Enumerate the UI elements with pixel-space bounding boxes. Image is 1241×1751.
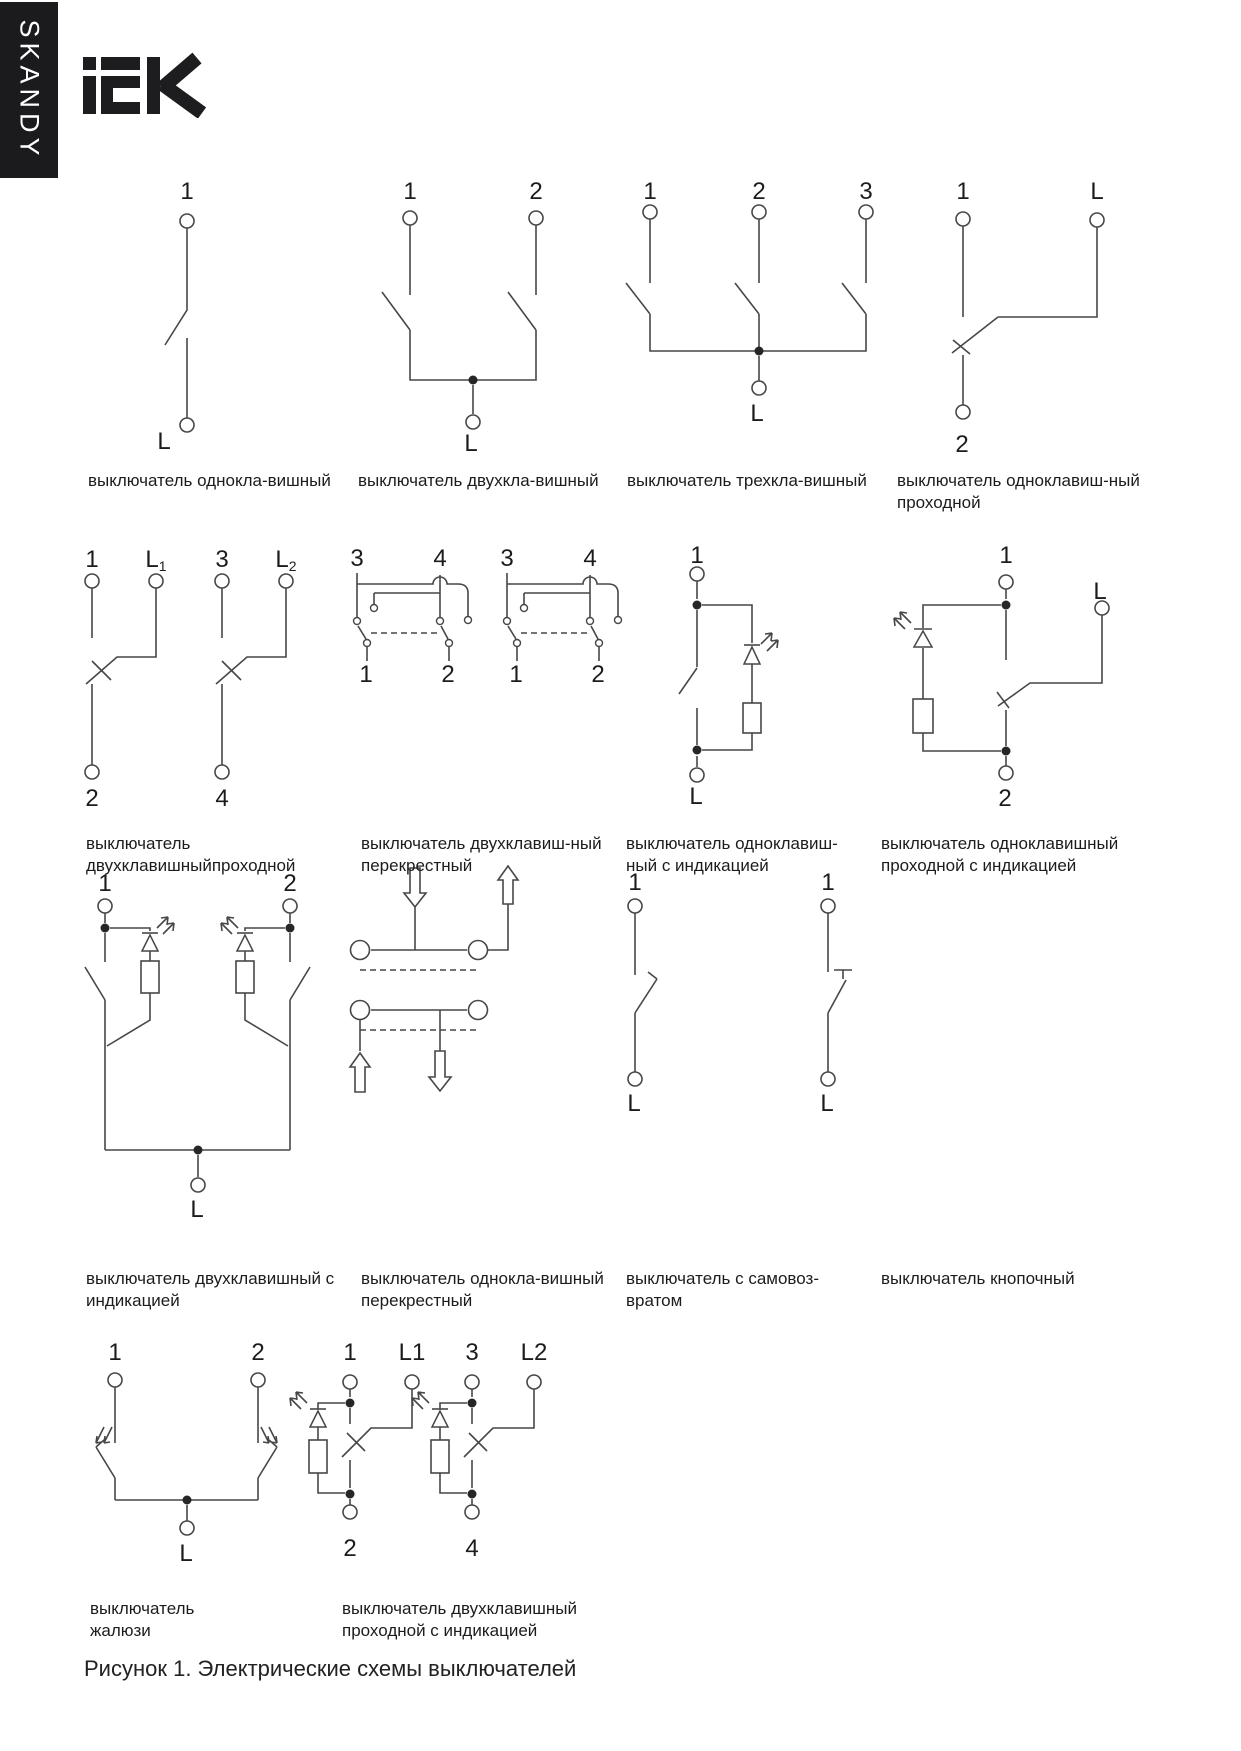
schematic-single-crossover-switch	[350, 866, 518, 1092]
terminal-circle	[690, 768, 704, 782]
terminal-circle	[999, 766, 1013, 780]
wire	[318, 1389, 412, 1505]
junction-dot	[194, 1146, 203, 1155]
terminal-label: 1	[98, 870, 112, 897]
terminal-label: 1	[628, 869, 642, 896]
terminal-label: L	[627, 1090, 641, 1117]
diagram-caption: выключатель одноклавиш- ный с индикацией	[626, 834, 838, 875]
terminal-label: L	[190, 1196, 204, 1223]
contact-circle	[354, 618, 361, 625]
led-triangle-icon	[237, 935, 253, 951]
diagram-caption: выключатель однокла-вишный перекрестный	[361, 1269, 604, 1310]
led-emission-arrows-icon	[157, 917, 174, 934]
contact-circle	[596, 640, 603, 647]
wire	[828, 913, 852, 1072]
terminal-label: 4	[215, 785, 229, 812]
terminal-circle	[821, 1072, 835, 1086]
terminal-label: 3	[859, 178, 873, 205]
terminal-label: 1	[108, 1339, 122, 1366]
terminal-label: L	[689, 783, 703, 810]
contact-circle	[446, 640, 453, 647]
wire	[382, 225, 536, 414]
wire	[626, 219, 866, 381]
series-label: SKANDY	[14, 19, 45, 161]
schematic-push-button-switch	[820, 869, 852, 1117]
terminal-label: L2	[520, 1339, 548, 1366]
figure-caption: Рисунок 1. Электрические схемы выключателей	[84, 1656, 577, 1681]
junction-dot	[183, 1496, 192, 1505]
diagram-caption: выключатель двухклавиш-ный перекрестный	[361, 834, 602, 875]
diagram-caption: выключатель одноклавиш-ный проходной	[897, 471, 1140, 512]
terminal-circle	[527, 1375, 541, 1389]
contact-circle	[514, 640, 521, 647]
terminal-circle	[85, 765, 99, 779]
diagram-caption: выключатель двухклавишный проходной с индикацией	[342, 1599, 577, 1640]
terminal-circle	[98, 899, 112, 913]
diagram-caption: выключатель жалюзи	[90, 1599, 195, 1640]
led-emission-arrows-icon	[290, 1392, 307, 1409]
terminal-label-sub: 1	[158, 558, 167, 574]
contact-circle	[351, 1001, 370, 1020]
wire	[635, 913, 657, 1072]
terminal-circle	[108, 1373, 122, 1387]
schematic-blinds-switch	[96, 1339, 277, 1567]
diagram-caption: выключатель двухклавишный с индикацией	[86, 1269, 335, 1310]
terminal-circle	[403, 211, 417, 225]
contact-circle	[469, 1001, 488, 1020]
wire	[85, 913, 150, 1150]
terminal-circle	[628, 899, 642, 913]
terminal-circle	[149, 574, 163, 588]
wire	[360, 904, 508, 1051]
terminal-label: 1	[643, 178, 657, 205]
terminal-label: 1	[821, 869, 835, 896]
diagram-caption: выключатель с самовоз- вратом	[626, 1269, 819, 1310]
terminal-circle	[752, 381, 766, 395]
junction-dot	[346, 1399, 355, 1408]
terminal-circle	[85, 574, 99, 588]
terminal-circle	[465, 1375, 479, 1389]
contact-circle	[465, 617, 472, 624]
terminal-label-main: L	[275, 546, 289, 573]
terminal-label: L	[1093, 578, 1107, 605]
led-triangle-icon	[432, 1411, 448, 1427]
terminal-circle	[628, 1072, 642, 1086]
schematic-single-switch-with-indicator	[679, 542, 778, 810]
terminal-circle	[999, 575, 1013, 589]
terminal-circle	[465, 1505, 479, 1519]
led-emission-arrows-icon	[412, 1392, 429, 1409]
terminal-circle	[180, 214, 194, 228]
terminal-label	[275, 546, 296, 574]
wire	[952, 226, 1097, 405]
terminal-circle	[215, 574, 229, 588]
terminal-label: 2	[283, 870, 297, 897]
junction-dot	[1002, 601, 1011, 610]
travel-arrows-icon	[96, 1427, 112, 1443]
terminal-label: 1	[999, 542, 1013, 569]
terminal-label: L	[1090, 178, 1104, 205]
wire	[679, 581, 752, 767]
junction-dot	[755, 347, 764, 356]
terminal-circle	[529, 211, 543, 225]
junction-dot	[693, 601, 702, 610]
schematic-single-switch	[157, 178, 194, 455]
terminal-label: L	[179, 1540, 193, 1567]
terminal-label: 2	[529, 178, 543, 205]
resistor	[236, 961, 254, 993]
diagram-caption: выключатель одноклавишный проходной с индикацией	[881, 834, 1119, 875]
travel-arrows-icon	[261, 1427, 277, 1443]
led-emission-arrows-icon	[221, 917, 238, 934]
terminal-label: 1	[359, 661, 373, 688]
terminal-circle	[956, 212, 970, 226]
schematic-two-gang-two-way-with-indicators	[290, 1339, 547, 1562]
schematic-two-gang-switch	[382, 178, 543, 457]
wire	[245, 913, 310, 1150]
terminal-label	[145, 546, 166, 574]
junction-dot	[468, 1399, 477, 1408]
wire	[165, 228, 187, 418]
terminal-circle	[180, 418, 194, 432]
terminal-label: 3	[215, 546, 229, 573]
terminal-label: 4	[465, 1535, 479, 1562]
resistor	[309, 1440, 327, 1473]
schematic-single-two-way-switch	[952, 178, 1104, 458]
contact-circle	[504, 618, 511, 625]
terminal-label: 1	[956, 178, 970, 205]
terminal-label: 2	[85, 785, 99, 812]
diagram-caption: выключатель кнопочный	[881, 1269, 1075, 1288]
junction-dot	[468, 1490, 477, 1499]
terminal-circle	[180, 1521, 194, 1535]
terminal-circle	[191, 1178, 205, 1192]
schematic-two-gang-switch-with-indicators	[85, 870, 310, 1223]
terminal-label: L	[820, 1090, 834, 1117]
led-emission-arrows-icon	[761, 633, 778, 651]
junction-dot	[101, 924, 110, 933]
terminal-label: 2	[591, 661, 605, 688]
contact-circle	[521, 605, 528, 612]
wire	[216, 588, 286, 765]
diagram-caption: выключатель двухклавишныйпроходной	[86, 834, 296, 875]
terminal-label: 2	[752, 178, 766, 205]
schematic-three-gang-switch	[626, 178, 873, 427]
led-triangle-icon	[310, 1411, 326, 1427]
terminal-label-main: L	[145, 546, 159, 573]
terminal-label: 3	[500, 545, 514, 572]
down-arrow-icon	[429, 1051, 451, 1091]
terminal-label: 2	[441, 661, 455, 688]
terminal-label: 4	[583, 545, 597, 572]
terminal-label: 2	[998, 785, 1012, 812]
led-emission-arrows-icon	[894, 612, 911, 629]
diagram-caption: выключатель однокла-вишный	[88, 471, 331, 490]
terminal-label: 3	[465, 1339, 479, 1366]
terminal-label: 1	[403, 178, 417, 205]
terminal-label: 1	[509, 661, 523, 688]
terminal-label: L	[464, 430, 478, 457]
junction-dot	[469, 376, 478, 385]
terminal-label: 2	[343, 1535, 357, 1562]
alternate-position-dashed	[360, 970, 478, 1030]
terminal-circle	[859, 205, 873, 219]
terminal-label: L1	[398, 1339, 426, 1366]
wire	[923, 589, 1102, 766]
junction-dot	[693, 746, 702, 755]
terminal-label: 2	[251, 1339, 265, 1366]
schematic-two-gang-crossover-switch	[350, 545, 621, 688]
led-triangle-icon	[744, 647, 760, 664]
terminal-circle	[283, 899, 297, 913]
schematic-two-way-switch-with-indicator	[894, 542, 1109, 812]
terminal-label: L	[750, 400, 764, 427]
wire	[507, 573, 618, 661]
contact-circle	[371, 605, 378, 612]
terminal-label: 3	[350, 545, 364, 572]
terminal-circle	[215, 765, 229, 779]
terminal-circle	[956, 405, 970, 419]
terminal-label: 1	[180, 178, 194, 205]
contact-circle	[587, 618, 594, 625]
terminal-circle	[343, 1505, 357, 1519]
junction-dot	[1002, 747, 1011, 756]
terminal-label-sub: 2	[288, 558, 297, 574]
terminal-circle	[690, 567, 704, 581]
junction-dot	[286, 924, 295, 933]
junction-dot	[346, 1490, 355, 1499]
terminal-circle	[752, 205, 766, 219]
terminal-circle	[279, 574, 293, 588]
terminal-label: 2	[955, 431, 969, 458]
wire	[440, 1389, 534, 1505]
resistor	[431, 1440, 449, 1473]
diagram-caption: выключатель двухкла-вишный	[358, 471, 599, 490]
terminal-circle	[821, 899, 835, 913]
terminal-label: 1	[690, 542, 704, 569]
up-arrow-icon	[350, 1053, 370, 1092]
contact-circle	[364, 640, 371, 647]
schematic-self-return-switch	[627, 869, 657, 1117]
contact-circle	[351, 941, 370, 960]
terminal-circle	[405, 1375, 419, 1389]
terminal-circle	[466, 415, 480, 429]
terminal-label: L	[157, 428, 171, 455]
wire	[357, 573, 468, 661]
terminal-circle	[343, 1375, 357, 1389]
terminal-label: 4	[433, 545, 447, 572]
resistor	[913, 699, 933, 733]
wire	[86, 588, 156, 765]
terminal-circle	[1090, 213, 1104, 227]
resistor	[141, 961, 159, 993]
terminal-label: 1	[85, 546, 99, 573]
terminal-label: 1	[343, 1339, 357, 1366]
resistor	[743, 703, 761, 733]
schematic-two-gang-two-way-switch	[85, 546, 297, 812]
contact-circle	[615, 617, 622, 624]
terminal-circle	[643, 205, 657, 219]
led-triangle-icon	[142, 935, 158, 951]
terminal-circle	[251, 1373, 265, 1387]
contact-circle	[469, 941, 488, 960]
contact-circle	[437, 618, 444, 625]
led-triangle-icon	[914, 631, 932, 647]
diagram-caption: выключатель трехкла-вишный	[627, 471, 867, 490]
